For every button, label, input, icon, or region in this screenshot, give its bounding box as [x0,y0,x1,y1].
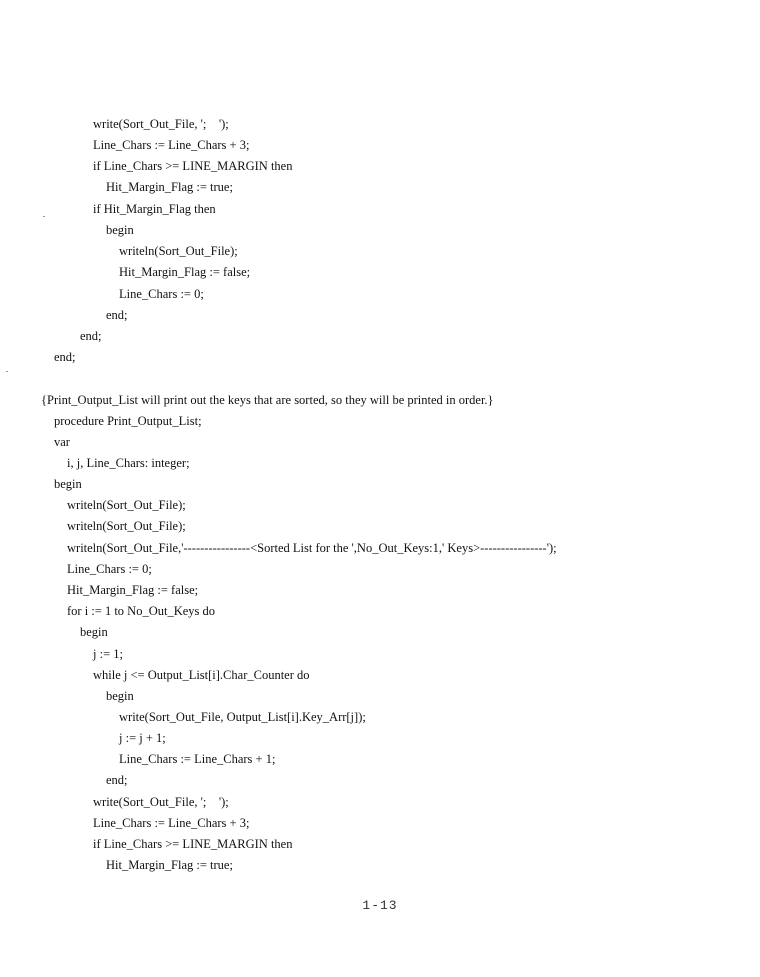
code-line: writeln(Sort_Out_File,'----------------<Sorted List for the ',No_Out_Keys:1,' Keys>----------------'); [67,541,557,555]
code-line: end; [106,773,128,787]
code-line: end; [54,350,76,364]
code-line: Hit_Margin_Flag := true; [106,180,233,194]
code-line: write(Sort_Out_File, '; '); [93,117,229,131]
page-number: 1-13 [362,898,398,913]
code-line: Hit_Margin_Flag := true; [106,858,233,872]
code-line: Line_Chars := Line_Chars + 1; [119,752,276,766]
code-line: j := j + 1; [119,731,166,745]
scan-speck [6,371,8,372]
code-line: writeln(Sort_Out_File); [67,519,186,533]
scan-speck [43,216,45,217]
code-line: begin [106,689,134,703]
code-line: {Print_Output_List will print out the keys that are sorted, so they will be printed in order.} [41,393,494,407]
code-line: begin [80,625,108,639]
code-line: for i := 1 to No_Out_Keys do [67,604,216,618]
code-line: Hit_Margin_Flag := false; [119,265,251,279]
code-line: end; [80,329,102,343]
code-line: Hit_Margin_Flag := false; [67,583,199,597]
code-line: begin [54,477,82,491]
code-line: procedure Print_Output_List; [54,414,202,428]
code-line: Line_Chars := Line_Chars + 3; [93,816,250,830]
code-line: end; [106,308,128,322]
code-line: i, j, Line_Chars: integer; [67,456,190,470]
code-line: if Line_Chars >= LINE_MARGIN then [93,837,293,851]
code-line: Line_Chars := 0; [67,562,152,576]
code-line: var [54,435,70,449]
code-line: Line_Chars := 0; [119,287,204,301]
code-line: writeln(Sort_Out_File); [119,244,238,258]
code-line: Line_Chars := Line_Chars + 3; [93,138,250,152]
code-line: begin [106,223,134,237]
code-line: writeln(Sort_Out_File); [67,498,186,512]
code-line: if Hit_Margin_Flag then [93,202,216,216]
code-line: while j <= Output_List[i].Char_Counter do [93,668,310,682]
code-line: if Line_Chars >= LINE_MARGIN then [93,159,293,173]
code-line: write(Sort_Out_File, '; '); [93,795,229,809]
code-line: j := 1; [93,647,123,661]
code-line: write(Sort_Out_File, Output_List[i].Key_Arr[j]); [119,710,366,724]
